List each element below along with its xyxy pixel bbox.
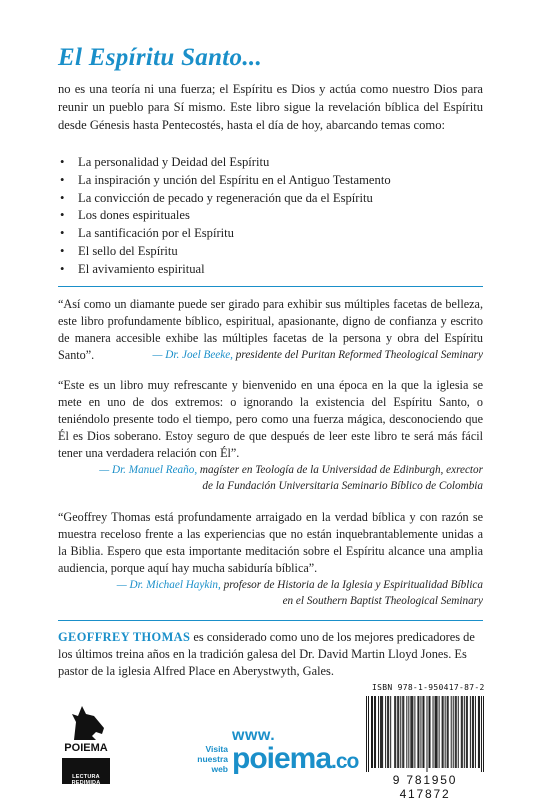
author-name: GEOFFREY THOMAS [58,630,191,644]
endorser-role: magíster en Teología de la Universidad de Edinburgh, exrector [197,464,483,476]
barcode-bar [388,696,389,768]
barcode-bar [403,696,404,768]
author-bio-text: es considerado como uno de los mejores predicadores de los últimos treina años en la tradición galesa del Dr. David Martin Lloyd Jones. Es pastor de la iglesia Alfred Place en Aberystwyth, Gales. [58,630,475,678]
barcode-bar [412,696,413,768]
endorser-dash: — [152,349,166,361]
barcode-bar [462,696,463,768]
publisher-logo-name: POIEMA [64,742,108,754]
barcode-bar [466,696,467,768]
divider [58,286,483,287]
barcode-bar [417,696,418,768]
barcode-bar [445,696,446,768]
barcode-bar [382,696,383,768]
list-item [58,172,391,190]
barcode-bar [467,696,468,768]
divider [58,620,483,621]
list-item [58,261,391,279]
topic-text: La santificación por el Espíritu [78,226,234,241]
website-domain [232,742,358,775]
topic-text: La personalidad y Deidad del Espíritu [78,155,270,169]
barcode-bar [435,696,436,768]
website-tld: .co [331,750,359,773]
barcode-bar [378,696,379,768]
website-domain-name: poiema [232,742,332,775]
bullet-icon: • [60,190,65,205]
barcode-bar [461,696,462,768]
endorsement-attribution [153,348,483,364]
bullet-icon: • [60,226,65,241]
author-bio [58,629,483,680]
endorser-name: Dr. Michael Haykin, [129,579,221,591]
barcode-bar [481,696,482,772]
website-prefix: www. [232,727,276,744]
barcode-bar [402,696,403,768]
barcode-bar [414,696,415,768]
barcode-bar [397,696,398,768]
barcode-bar [433,696,434,768]
barcode-bar [406,696,407,768]
endorser-role-continued: de la Fundación Universitaria Seminario Bíblico de Colombia [202,479,483,492]
barcode-bar [436,696,437,768]
barcode-bar [366,696,367,772]
barcode-bar [458,696,459,768]
list-item [58,154,391,172]
barcode-bar [451,696,452,768]
isbn-label: ISBN 978-1-950417-87-2 [372,683,485,692]
list-item [58,207,391,225]
topic-text: El avivamiento espiritual [78,261,205,276]
bullet-icon: • [60,261,65,276]
barcode-bar [478,696,479,768]
barcode-bar [380,696,381,768]
barcode-bar [394,696,395,768]
barcode-bar [385,696,386,768]
barcode-bar [390,696,391,768]
barcode-bar [456,696,457,768]
barcode-icon [366,696,484,772]
list-item [58,190,391,208]
barcode-bar [473,696,474,768]
endorser-name: Dr. Joel Beeke, [165,349,233,361]
visit-text [190,744,228,774]
barcode-bar [418,696,419,768]
publisher-logo-tagline: LECTURA REDIMIDA [71,774,101,786]
barcode-bar [408,696,409,768]
intro-paragraph: no es una teoría ni una fuerza; el Espíritu es Dios y actúa como nuestro Dios para reunir un pueblo para Sí mismo. Este libro sigue la revelación bíblica del Espíritu desde Génesis hasta Pentecostés, hasta el día de hoy, abarcando temas como: [58,82,483,132]
topic-text: Los dones espirituales [78,208,190,223]
barcode-bar [483,696,484,772]
endorser-dash: — [99,464,112,476]
barcode-bar [448,696,449,768]
barcode-bar [387,696,388,768]
barcode-bar [374,696,375,768]
topic-text: La convicción de pecado y regeneración que da el Espíritu [78,190,373,205]
barcode-bar [371,696,372,768]
barcode-bar [422,696,423,768]
endorser-name: Dr. Manuel Reaño, [111,464,198,476]
barcode-number: 9 781950 417872 [392,773,458,801]
bullet-icon: • [60,172,65,187]
endorsement-quote: “Así como un diamante puede ser girado para exhibir sus múltiples facetas de belleza, este libro profundamente bíblico, espiritual, apasionante, digno de confianza y escrito de manera accesible exhibe las múltiples facetas de la persona y obra del Espíritu Santo”. [58,297,483,362]
topic-text: El sello del Espíritu [78,243,178,258]
barcode-bar [420,696,421,768]
visit-line-1: Visita [205,744,228,754]
topics-list [58,154,391,279]
barcode-bar [381,696,382,768]
bullet-icon: • [60,155,65,169]
bullet-icon: • [60,243,65,258]
barcode-bar [442,696,443,768]
barcode-bar [447,696,448,768]
back-cover-title: El Espíritu Santo... [58,44,262,71]
barcode-bar [398,696,399,768]
barcode-bar [437,696,438,768]
barcode-bar [400,696,401,768]
bullet-icon: • [60,208,65,223]
barcode-bar [439,696,440,768]
barcode-bar [395,696,396,768]
topic-text: La inspiración y unción del Espíritu en el Antiguo Testamento [78,172,391,187]
barcode-bar [479,696,480,768]
list-item [58,243,391,261]
barcode-bar [475,696,476,768]
barcode-bar [430,696,431,768]
endorser-dash: — [116,579,130,591]
list-item [58,225,391,243]
endorser-role: profesor de Historia de la Iglesia y Espiritualidad Bíblica [220,579,483,591]
barcode-bar [464,696,465,768]
endorser-role-continued: en el Southern Baptist Theological Seminary [282,594,483,607]
endorsement-attribution [99,463,483,494]
barcode-bar [472,696,473,768]
barcode-bar [443,696,444,768]
barcode-bar [470,696,471,768]
barcode-bar [427,696,428,772]
endorsement-attribution [117,578,483,609]
barcode-bar [455,696,456,768]
barcode-bar [453,696,454,768]
barcode-bar [375,696,376,768]
barcode-bar [410,696,411,768]
barcode-bar [368,696,369,772]
visit-line-2: nuestra web [197,754,228,774]
barcode-bar [411,696,412,768]
endorser-role: presidente del Puritan Reformed Theological Seminary [232,349,483,361]
barcode-bar [372,696,373,768]
endorsement-quote: “Geoffrey Thomas está profundamente arraigado en la verdad bíblica y con razón se muestra receloso frente a las experiencias que no están inquebrantablemente unidas a la Biblia. Espero que esta importante meditación sobre el Espíritu alcance una amplia audiencia, porque aquí hay mucha sabiduría bíblica”. [58,510,483,575]
barcode-bar [429,696,430,768]
endorsement-quote: “Este es un libro muy refrescante y bienvenido en una época en la que la iglesia se mete en uno de dos extremos: o ignorando la existencia del Espíritu Santo, o teniéndolo presente todo el tiempo, pero como una fuerza mágica, desconociendo que Él es Dios soberano. Estoy seguro de que después de leer este libro te será más fácil tener una verdadera relación con Él”. [58,378,483,460]
website-link[interactable] [232,728,358,777]
barcode-bar [423,696,424,768]
